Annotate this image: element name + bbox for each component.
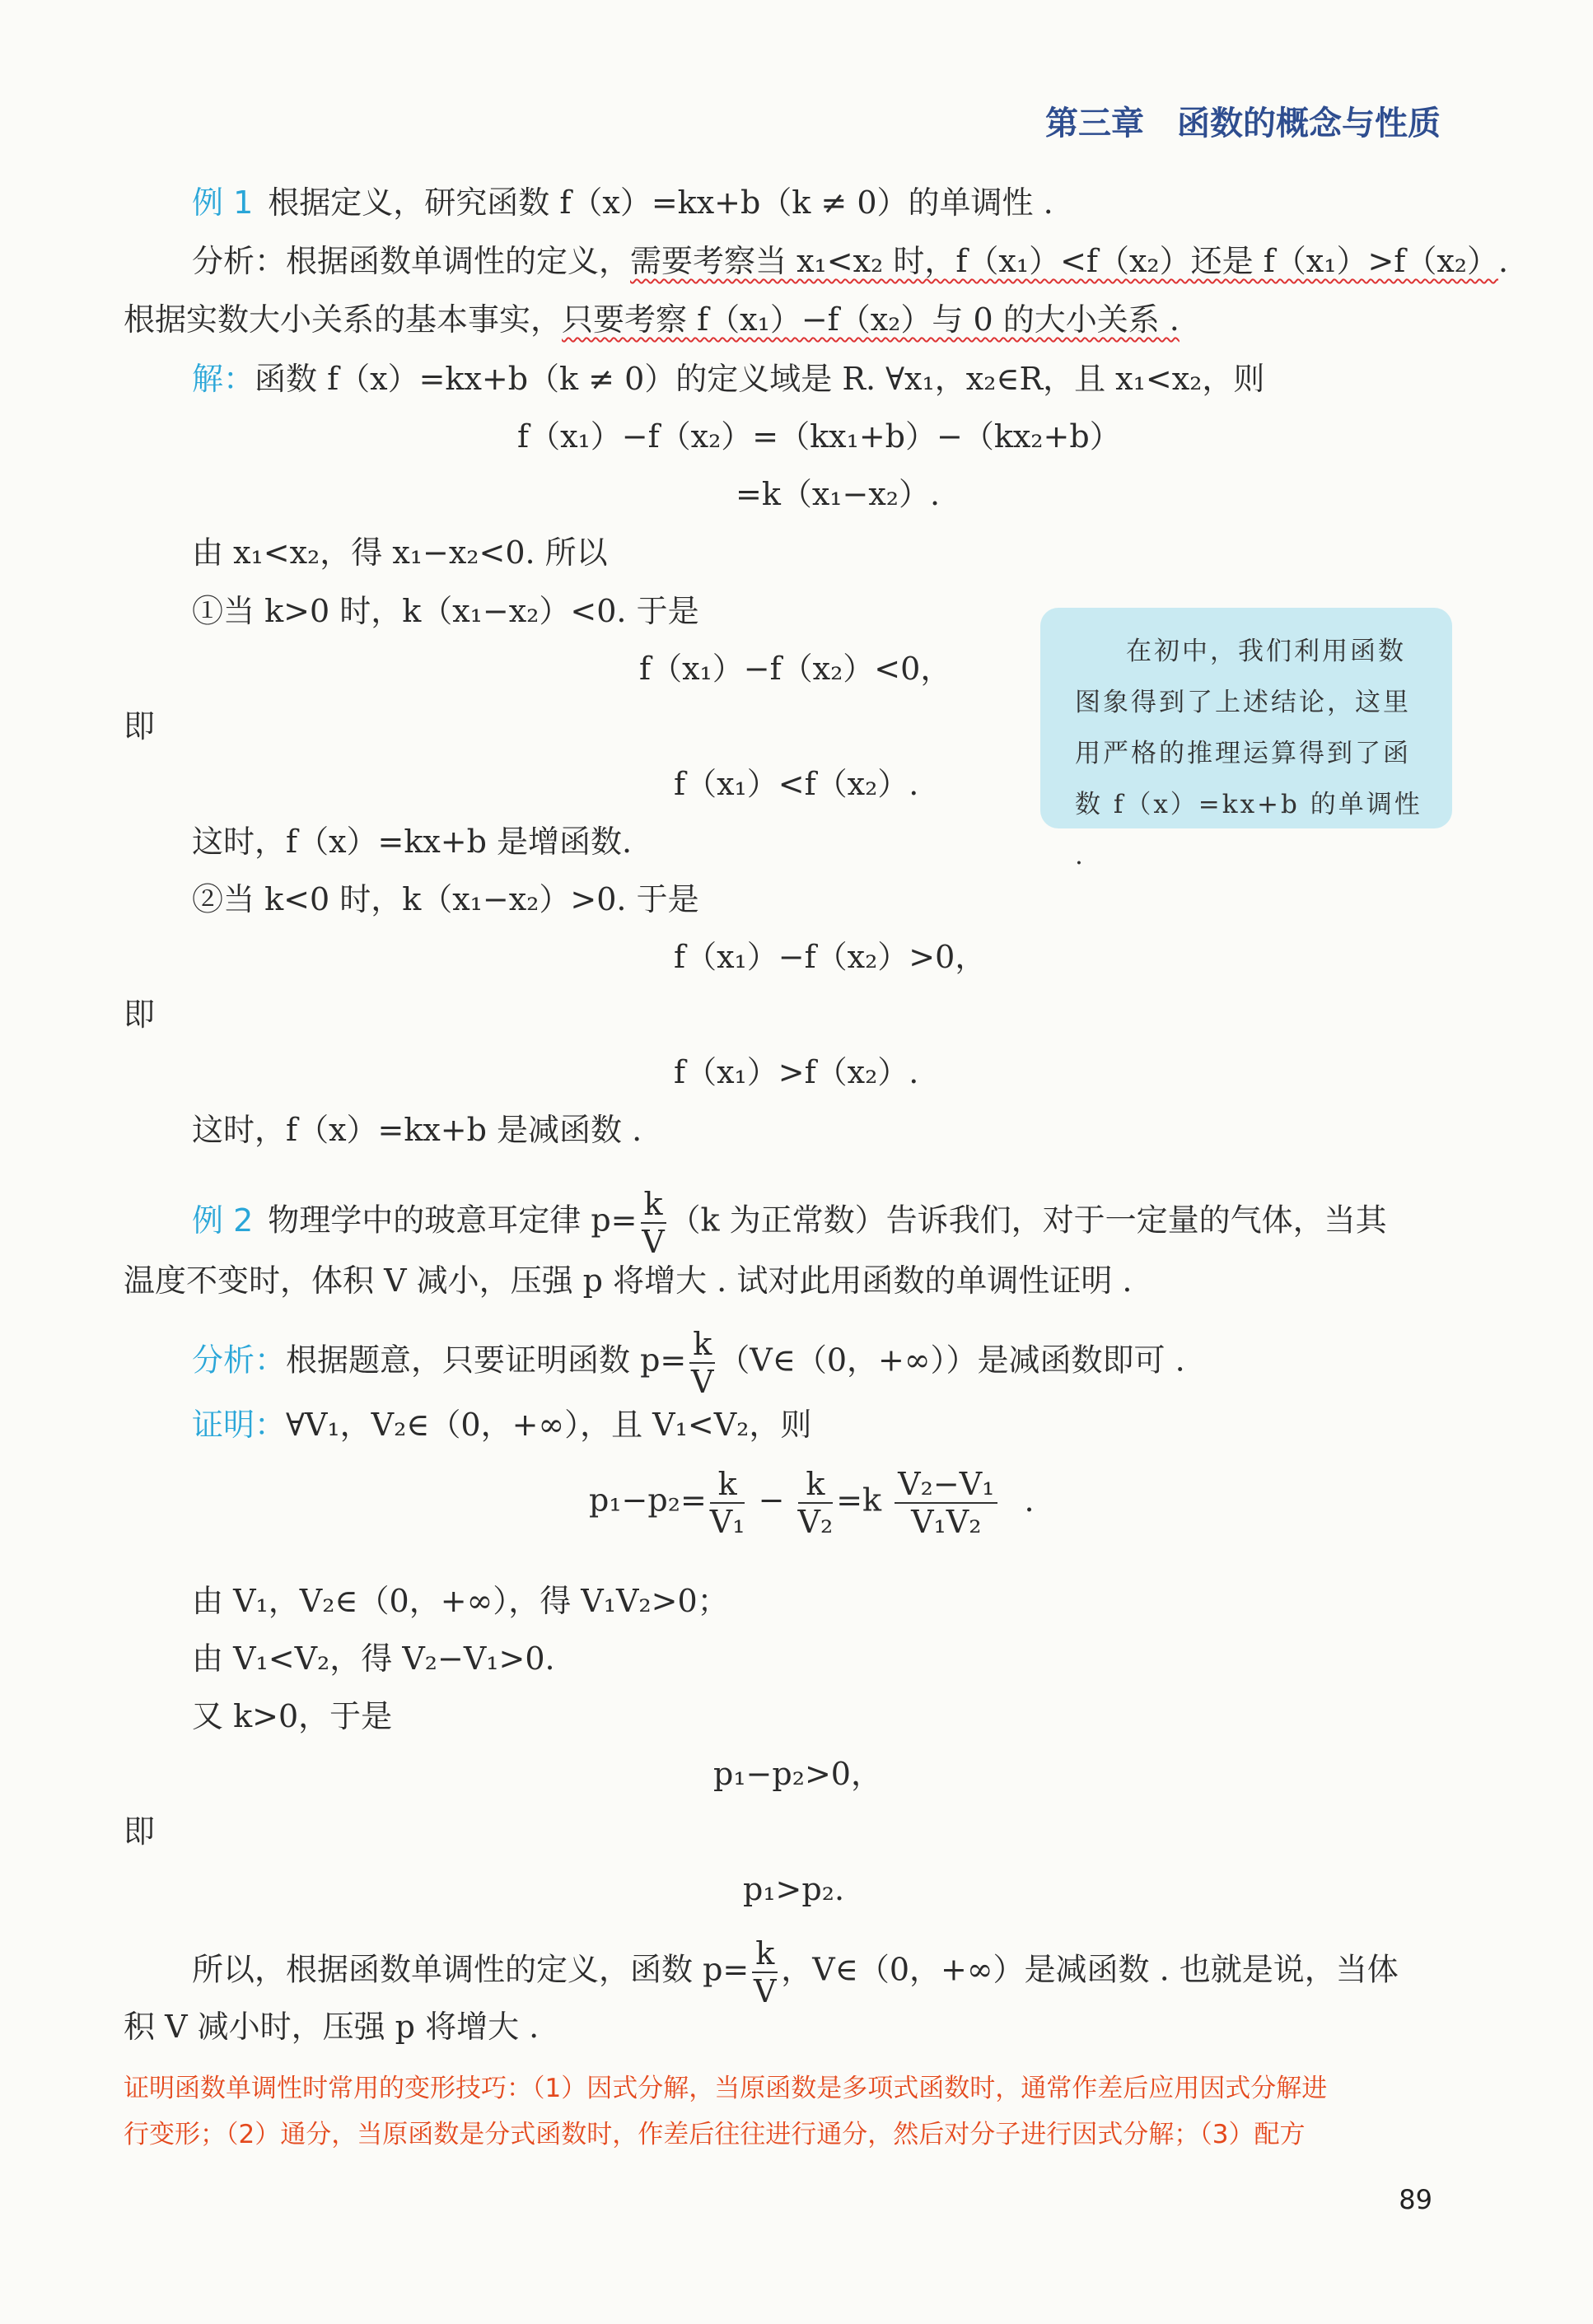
fraction-k-over-v1: $\frac{k}{\text{V₁}}$ [709,1466,745,1540]
eq-eqk: =k [836,1482,882,1519]
analysis-end: . [1498,243,1509,279]
proof-label: 证明： [192,1407,287,1443]
case-2-conclusion: 这时，f（x）=kx+b 是减函数 . [192,1112,642,1148]
proof-line-5: p₁>p₂. [743,1871,845,1907]
eq-minus: − [758,1482,785,1519]
example-1-analysis [192,241,1508,281]
equation-2: =k（x₁−x₂）. [736,476,941,512]
ex2-analysis-label: 分析： [192,1342,287,1379]
equation-1: f（x₁）−f（x₂）=（kx₁+b）−（kx₂+b） [517,418,1121,455]
case-2: ②当 k<0 时，k（x₁−x₂）>0. 于是 [192,881,699,917]
proof-line-4: p₁−p₂>0， [713,1756,882,1792]
ji-1: 即 [124,708,156,744]
example-2-conclusion-line2: 积 V 减小时，压强 p 将增大 . [124,2009,540,2045]
proof-equation [589,1466,1035,1540]
example-1-statement [192,183,1053,222]
line-from: 由 x₁<x₂，得 x₁−x₂<0. 所以 [192,534,608,571]
chapter-header: 第三章 函数的概念与性质 [1045,105,1441,142]
fraction-k-over-v: $\frac{k}{V}$ [642,1186,665,1260]
conclusion-text-b: ，V∈（0，+∞）是减函数 . 也就是说，当体 [781,1951,1399,1988]
solution-label: 解： [192,361,255,397]
example-2-proof [192,1405,811,1444]
analysis-line2-emphasis: 只要考察 f（x₁）−f（x₂）与 0 的大小关系 . [562,301,1180,338]
side-note [1040,608,1452,870]
case-1-conclusion: 这时，f（x）=kx+b 是增函数. [192,824,633,860]
proof-line-2: 由 V₁<V₂，得 V₂−V₁>0. [192,1640,555,1677]
example-2-line2: 温度不变时，体积 V 减小，压强 p 将增大 . 试对此用函数的单调性证明 . [124,1262,1133,1299]
side-note-text: 在初中，我们利用函数图象得到了上述结论，这里用严格的推理运算得到了函数 f（x）=kx+b 的单调性 . [1075,637,1422,870]
analysis-text: 根据函数单调性的定义， [286,243,631,279]
analysis-line2-text: 根据实数大小关系的基本事实， [124,301,563,338]
page-number: 89 [1399,2184,1432,2215]
case-2-eq1: f（x₁）−f（x₂）>0， [674,939,987,975]
proof-line-1: 由 V₁，V₂∈（0，+∞），得 V₁V₂>0； [192,1583,729,1619]
fraction-diff-over-product: $\frac{\text{V₂−V₁}}{\text{V₁V₂}}$ [895,1466,997,1540]
example-1-label: 例 1 [192,184,254,221]
fraction-k-over-v2: $\frac{k}{\text{V₂}}$ [797,1466,834,1540]
fraction-k-over-v-3: $\frac{k}{V}$ [754,1935,777,2009]
example-2-text-b: （k 为正常数）告诉我们，对于一定量的气体，当其 [669,1202,1387,1239]
ex2-analysis-text-a: 根据题意，只要证明函数 p= [286,1342,687,1379]
example-2-label: 例 2 [192,1202,254,1239]
tip-line-2: 行变形；（2）通分，当原函数是分式函数时，作差后往往进行通分，然后对分子进行因式分解；（3）配方 [124,2120,1306,2149]
conclusion-text-a: 所以，根据函数单调性的定义，函数 p= [192,1951,750,1988]
case-2-eq2: f（x₁）>f（x₂）. [674,1054,919,1090]
case-1-eq2: f（x₁）<f（x₂）. [674,766,919,802]
fraction-k-over-v-2: $\frac{k}{V}$ [691,1326,714,1400]
ji-3: 即 [124,1813,156,1850]
eq-lhs: p₁−p₂= [589,1482,707,1519]
ji-2: 即 [124,996,156,1033]
case-1: ①当 k>0 时，k（x₁−x₂）<0. 于是 [192,593,699,629]
example-1-analysis-line2 [124,300,1180,339]
ex2-analysis-text-b: （V∈（0，+∞））是减函数即可 . [718,1342,1185,1379]
proof-line-3: 又 k>0，于是 [192,1698,393,1734]
example-2-analysis [192,1326,1185,1400]
example-1-text: 根据定义，研究函数 f（x）=kx+b（k ≠ 0）的单调性 . [268,184,1053,221]
example-2-text-a: 物理学中的玻意耳定律 p= [268,1202,638,1239]
eq-end: . [1024,1482,1035,1519]
example-2-statement [192,1186,1387,1260]
proof-text: ∀V₁，V₂∈（0，+∞），且 V₁<V₂，则 [286,1407,812,1443]
tip-line-1: 证明函数单调性时常用的变形技巧：（1）因式分解，当原函数是多项式函数时，通常作差后应用因式分解进 [124,2074,1328,2103]
analysis-label: 分析： [192,243,287,279]
solution-text: 函数 f（x）=kx+b（k ≠ 0）的定义域是 R. ∀x₁，x₂∈R，且 x₁<x₂，则 [255,361,1265,397]
case-1-eq1: f（x₁）−f（x₂）<0， [639,651,952,687]
example-1-solution [192,359,1264,399]
analysis-emphasis: 需要考察当 x₁<x₂ 时，f（x₁）<f（x₂）还是 f（x₁）>f（x₂） [630,243,1499,279]
example-2-conclusion [192,1935,1399,2009]
